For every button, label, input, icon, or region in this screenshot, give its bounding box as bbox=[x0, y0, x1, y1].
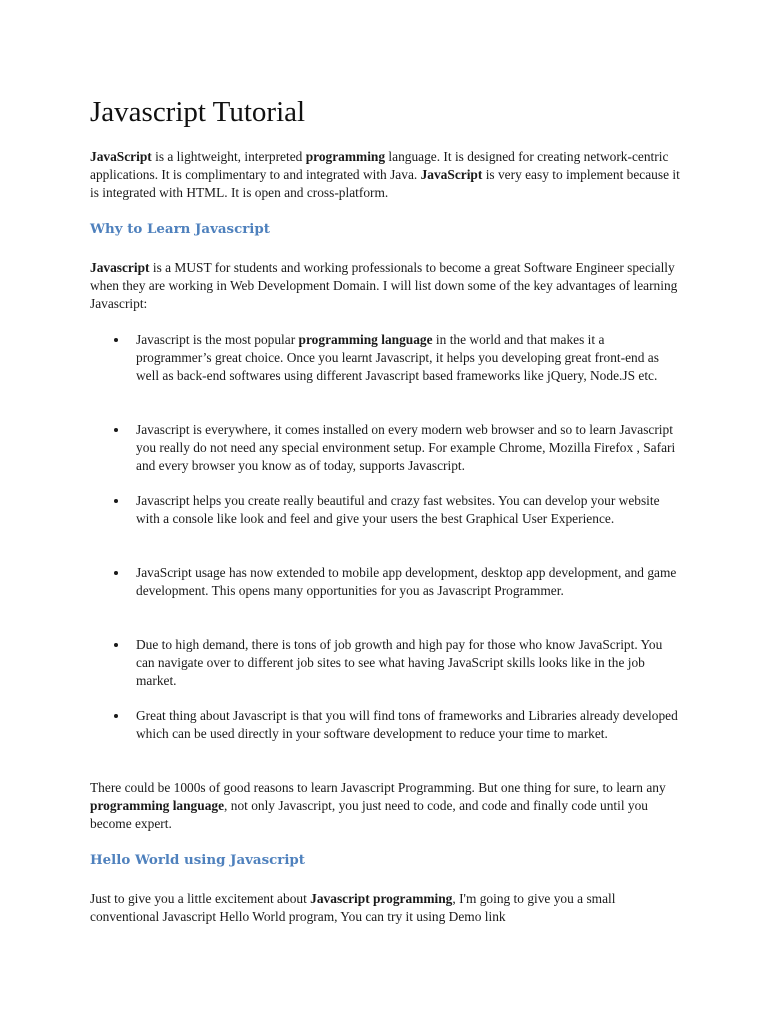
hello-world-paragraph bbox=[90, 890, 682, 926]
why-paragraph bbox=[90, 259, 682, 313]
page-title: Javascript Tutorial bbox=[90, 96, 306, 128]
closing-bold-programming-language: programming language bbox=[90, 798, 225, 813]
closing-paragraph bbox=[90, 779, 684, 833]
intro-bold-javascript: JavaScript bbox=[90, 149, 152, 164]
bullet-icon bbox=[114, 571, 118, 575]
list-item-text-end: in the world and that makes it a programmer’s great choice. Once you learnt Javascript, it helps you developing great front-end as well as back-end softwares using different Javascript based frameworks like jQuery, Node.JS etc. bbox=[136, 332, 659, 383]
bullet-icon bbox=[114, 338, 118, 342]
list-item bbox=[136, 707, 680, 743]
list-item bbox=[136, 421, 680, 475]
why-text: is a MUST for students and working professionals to become a great Software Engineer specially when they are working in Web Development Domain. I will list down some of the key advantages of learning Javascript: bbox=[90, 260, 678, 311]
list-item bbox=[136, 492, 680, 528]
list-item-text: JavaScript usage has now extended to mobile app development, desktop app development, and game development. This opens many opportunities for you as Javascript Programmer. bbox=[136, 565, 677, 598]
list-item bbox=[136, 636, 680, 690]
list-item-text: Great thing about Javascript is that you will find tons of frameworks and Libraries already developed which can be used directly in your software development to reduce your time to market. bbox=[136, 708, 678, 741]
list-item-text: Due to high demand, there is tons of job growth and high pay for those who know JavaScript. You can navigate over to different job sites to see what having JavaScript skills looks like in the job market. bbox=[136, 637, 663, 688]
bullet-icon bbox=[114, 714, 118, 718]
hello-bold-javascript-programming: Javascript programming bbox=[310, 891, 453, 906]
list-item-bold: programming language bbox=[298, 332, 433, 347]
hello-text-1: Just to give you a little excitement about bbox=[90, 891, 311, 906]
bullet-icon bbox=[114, 428, 118, 432]
list-item-text: Javascript helps you create really beautiful and crazy fast websites. You can develop your website with a console like look and feel and give your users the best Graphical User Experience. bbox=[136, 493, 660, 526]
bullet-icon bbox=[114, 643, 118, 647]
intro-text-2: language. It is designed for creating network-centric applications. It is complimentary to and integrated with Java. bbox=[90, 149, 669, 182]
intro-text-1: is a lightweight, interpreted bbox=[151, 149, 306, 164]
intro-bold-javascript-2: JavaScript bbox=[420, 167, 483, 182]
list-item-text: Javascript is the most popular bbox=[136, 332, 299, 347]
intro-text-3: is very easy to implement because it is integrated with HTML. It is open and cross-platform. bbox=[90, 167, 680, 200]
section-heading-hello-world: Hello World using Javascript bbox=[90, 852, 305, 868]
closing-text-1: There could be 1000s of good reasons to learn Javascript Programming. But one thing for sure, to learn any bbox=[90, 780, 666, 795]
why-bold-javascript: Javascript bbox=[90, 260, 150, 275]
intro-paragraph bbox=[90, 148, 686, 202]
section-heading-why: Why to Learn Javascript bbox=[90, 221, 270, 237]
list-item-text: Javascript is everywhere, it comes installed on every modern web browser and so to learn Javascript you really do not need any special environment setup. For example Chrome, Mozilla Firefox , Safari and every browser you know as of today, supports Javascript. bbox=[136, 422, 676, 473]
list-item bbox=[136, 564, 680, 600]
hello-text-2: , I'm going to give you a small conventional Javascript Hello World program, You can try it using Demo link bbox=[90, 891, 616, 924]
list-item bbox=[136, 331, 680, 385]
bullet-icon bbox=[114, 499, 118, 503]
intro-bold-programming: programming bbox=[305, 149, 386, 164]
closing-text-2: , not only Javascript, you just need to code, and code and finally code until you become expert. bbox=[90, 798, 648, 831]
